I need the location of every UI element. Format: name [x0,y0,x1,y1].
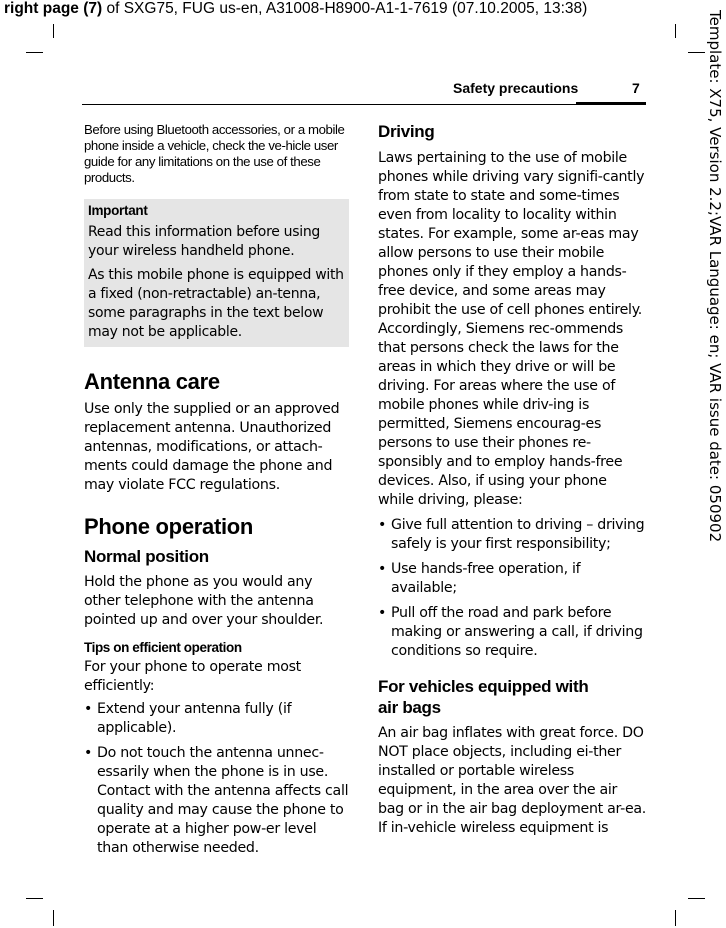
document-info-line [4,0,587,18]
airbag-paragraph: An air bag inflates with great force. DO NOT place objects, including ei-ther installed or portable wireless equipment, in the area over the air bag or in the air bag deployment ar-ea. If in-vehicle wireless equipment is [378,725,647,836]
list-item: • Do not touch the antenna unnec-essarily when the phone is in use. Contact with the antenna affects call quality and may cause the phone to operate at a higher pow-er level than otherwise needed. [84,744,350,858]
section-title: Safety precautions [453,80,579,96]
crop-mark [53,24,54,38]
heading-phone-operation: Phone operation [84,514,254,539]
heading-air-bags [378,676,646,718]
normal-paragraph: Hold the phone as you would any other telephone with the antenna pointed up and over your shoulder. [84,574,324,628]
tips-list [84,700,350,858]
antenna-paragraph: Use only the supplied or an approved replacement antenna. Unauthorized antennas, modifications, or attach-ments could damage the phone and may violate FCC regulations. [84,401,340,493]
list-item: • Use hands-free operation, if available; [378,560,646,598]
important-paragraph: Read this information before using your wireless handheld phone. [88,224,320,259]
list-item: • Extend your antenna fully (if applicable). [84,700,350,738]
heading-line: For vehicles equipped with [378,677,589,696]
intro-paragraph: Before using Bluetooth accessories, or a mobile phone inside a vehicle, check the ve-hicle user guide for any limitations on the use of these products. [84,122,345,185]
driving-paragraph: Laws pertaining to the use of mobile phones while driving vary signifi-cantly from state to state and some-times even from locality to locality within states. For example, some ar-eas may allow persons to use their mobile phones only if they employ a hands-free device, and some areas may prohibit the use of cell phones entirely. Accordingly, Siemens rec-ommends that persons check the laws for the areas in which they drive or will be driving. For areas where the use of mobile phones while driv-ing is permitted, Siemens encourag-es persons to use their phones re-sponsibly and to employ hands-free devices. Also, if using your phone while driving, please: [378,150,645,508]
crop-mark [675,910,676,926]
list-item: • Give full attention to driving – driving safely is your first responsibility; [378,516,646,554]
important-title: Important [88,203,148,218]
crop-mark [688,898,705,899]
template-info: Template: X75, Version 2.2;VAR Language: en; VAR issue date: 050902 [706,10,724,543]
page-label: right page (7) [4,0,103,17]
page-number: 7 [632,80,640,96]
crop-mark [53,910,54,926]
header-rule-thick [576,102,646,105]
important-box [84,199,349,347]
crop-mark [26,52,43,53]
important-paragraph: As this mobile phone is equipped with a fixed (non-retractable) an-tenna, some paragraphs in the text below may not be applicable. [88,267,344,340]
list-item: • Pull off the road and park before making or answering a call, if driving conditions so require. [378,604,646,661]
heading-driving: Driving [378,122,435,141]
header-rule [82,104,646,105]
tips-paragraph: For your phone to operate most efficiently: [84,659,301,694]
driving-list [378,516,646,661]
heading-antenna-care: Antenna care [84,369,220,394]
heading-normal-position: Normal position [84,547,209,566]
right-column [378,122,646,838]
crop-mark [688,52,705,53]
document-info: of SXG75, FUG us-en, A31008-H8900-A1-1-7619 (07.10.2005, 13:38) [102,0,588,17]
heading-line: air bags [378,698,441,717]
crop-mark [675,24,676,38]
heading-tips: Tips on efficient operation [84,640,242,655]
crop-mark [26,898,43,899]
left-column [84,369,350,858]
